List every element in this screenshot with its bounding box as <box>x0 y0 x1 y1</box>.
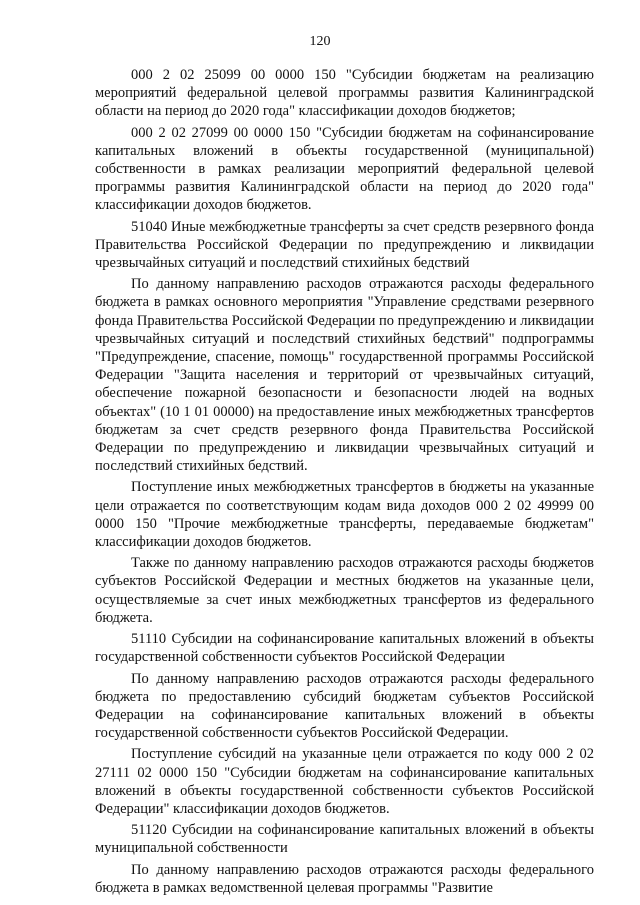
paragraph-51120-description: По данному направлению расходов отражаются расходы федерального бюджета в рамках ведомственной целевая программы "Развитие <box>95 861 594 896</box>
paragraph-51040-regional: Также по данному направлению расходов отражаются расходы бюджетов субъектов Российской Федерации и местных бюджетов на указанные цели, осуществляемые за счет иных межбюджетных трансфертов из федерального бюджета. <box>95 555 594 626</box>
paragraph-subsidy-25099: 000 2 02 25099 00 0000 150 "Субсидии бюджетам на реализацию мероприятий федеральной целевой программы развития Калининградской области на период до 2020 года" классификации доходов бюджетов; <box>95 67 594 120</box>
document-body <box>95 66 594 900</box>
heading-51110: 51110 Субсидии на софинансирование капитальных вложений в объекты государственной собственности субъектов Российской Федерации <box>95 631 594 666</box>
paragraph-51110-revenue: Поступление субсидий на указанные цели отражается по коду 000 2 02 27111 02 0000 150 "Субсидии бюджетам на софинансирование капитальных вложений в объекты государственной собственности субъектов Российской Федерации" классификации доходов бюджетов. <box>95 746 594 817</box>
paragraph-51110-description: По данному направлению расходов отражаются расходы федерального бюджета по предоставлению субсидий бюджетам субъектов Российской Федерации на софинансирование капитальных вложений в объекты государственной собственности субъектов Российской Федерации. <box>95 670 594 742</box>
paragraph-subsidy-27099: 000 2 02 27099 00 0000 150 "Субсидии бюджетам на софинансирование капитальных вложений в объекты государственной (муниципальной) собственности в рамках реализации мероприятий федеральной целевой программы развития Калининградской области на период до 2020 года" классификации доходов бюджетов. <box>95 124 594 214</box>
page-number: 120 <box>309 34 331 49</box>
heading-51040: 51040 Иные межбюджетные трансферты за счет средств резервного фонда Правительства Российской Федерации по предупреждению и ликвидации чрезвычайных ситуаций и последствий стихийных бедствий <box>95 218 594 272</box>
heading-51120: 51120 Субсидии на софинансирование капитальных вложений в объекты муниципальной собственности <box>95 822 594 857</box>
paragraph-51040-revenue: Поступление иных межбюджетных трансфертов в бюджеты на указанные цели отражается по соответствующим кодам вида доходов 000 2 02 49999 00 0000 150 "Прочие межбюджетные трансферты, передаваемые бюджетам" классификации доходов бюджетов. <box>95 479 594 551</box>
paragraph-51040-description: По данному направлению расходов отражаются расходы федерального бюджета в рамках основного мероприятия "Управление средствами резервного фонда Правительства Российской Федерации по предупреждению и ликвидации чрезвычайных ситуаций и последствий стихийных бедствий" подпрограммы "Предупреждение, спасение, помощь" государственной программы Российской Федерации "Защита населения и территорий от чрезвычайных ситуаций, обеспечение пожарной безопасности и безопасности людей на водных объектах" (10 1 01 00000) на предоставление иных межбюджетных трансфертов бюджетам за счет средств резервного фонда Правительства Российской Федерации по предупреждению и ликвидации чрезвычайных ситуаций и последствий стихийных бедствий. <box>95 276 594 475</box>
